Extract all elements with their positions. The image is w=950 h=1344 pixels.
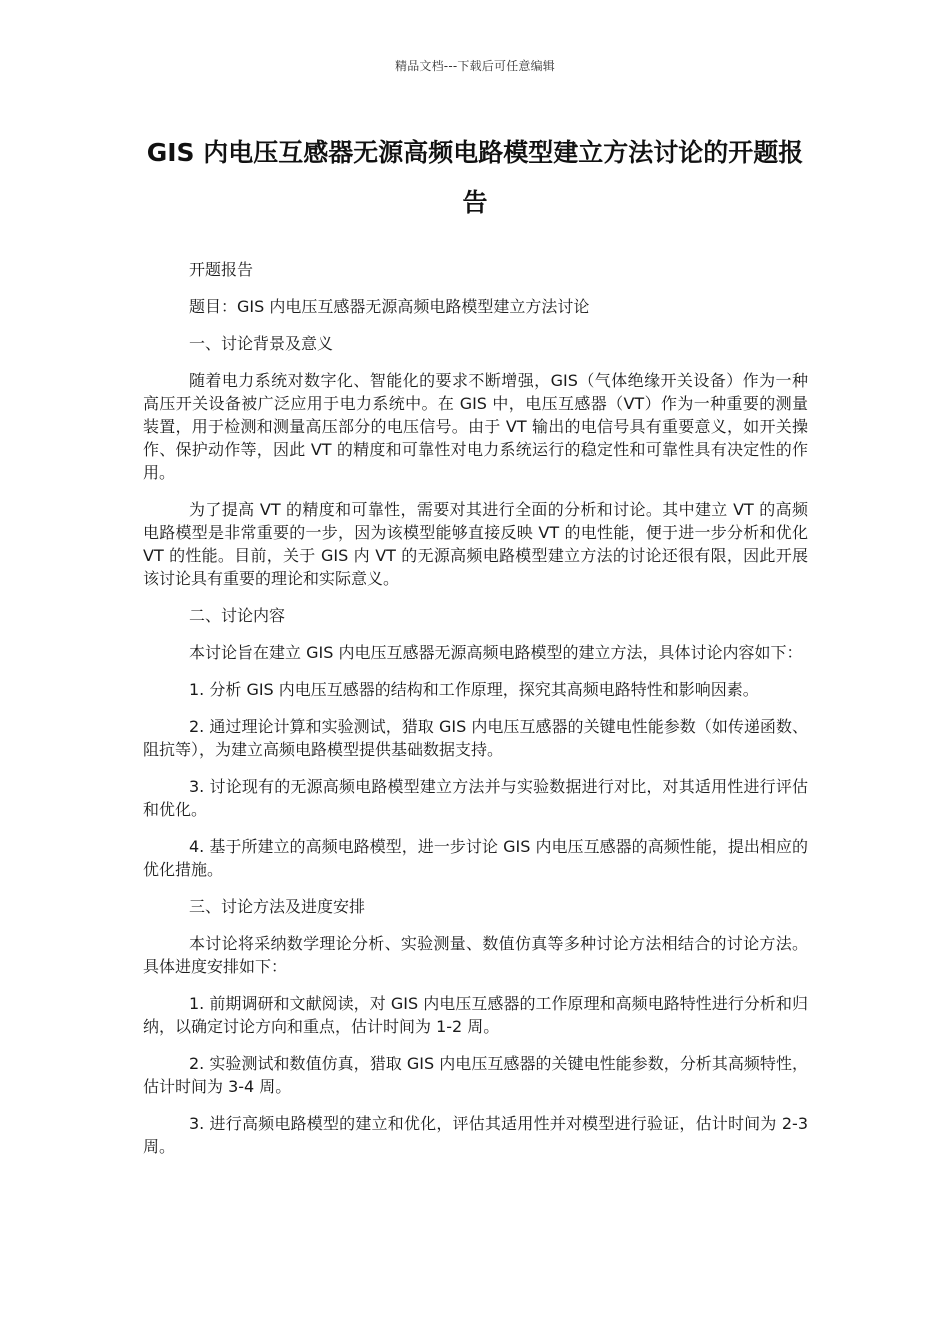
document-body — [143, 258, 808, 1172]
paragraph-content-intro: 本讨论旨在建立 GIS 内电压互感器无源高频电路模型的建立方法，具体讨论内容如下： — [189, 643, 803, 662]
paragraph-background-1: 随着电力系统对数字化、智能化的要求不断增强，GIS（气体绝缘开关设备）作为一种高压开关设备被广泛应用于电力系统中。在 GIS 中，电压互感器（VT）作为一种重要的测量装置，用于检测和测量高压部分的电压信号。由于 VT 输出的电信号具有重要意义，如开关操作、保护动作等，因此 VT 的精度和可靠性对电力系统运行的稳定性和可靠性具有决定性的作用。 — [143, 371, 808, 482]
content-item-2: 2. 通过理论计算和实验测试，猎取 GIS 内电压互感器的关键电性能参数（如传递函数、阻抗等），为建立高频电路模型提供基础数据支持。 — [143, 717, 808, 759]
topic-line: 题目：GIS 内电压互感器无源高频电路模型建立方法讨论 — [189, 297, 590, 316]
schedule-item-2: 2. 实验测试和数值仿真，猎取 GIS 内电压互感器的关键电性能参数，分析其高频特性，估计时间为 3-4 周。 — [143, 1054, 808, 1096]
schedule-item-3: 3. 进行高频电路模型的建立和优化，评估其适用性并对模型进行验证，估计时间为 2-3 周。 — [143, 1114, 808, 1156]
document-title: GIS 内电压互感器无源高频电路模型建立方法讨论的开题报告 — [146, 138, 804, 217]
schedule-item-1: 1. 前期调研和文献阅读，对 GIS 内电压互感器的工作原理和高频电路特性进行分析和归纳，以确定讨论方向和重点，估计时间为 1-2 周。 — [143, 994, 808, 1036]
content-item-4: 4. 基于所建立的高频电路模型，进一步讨论 GIS 内电压互感器的高频性能，提出相应的优化措施。 — [143, 837, 808, 879]
section-heading-method: 三、讨论方法及进度安排 — [189, 897, 366, 916]
paragraph-method-intro: 本讨论将采纳数学理论分析、实验测量、数值仿真等多种讨论方法相结合的讨论方法。具体进度安排如下： — [143, 934, 808, 976]
section-heading-content: 二、讨论内容 — [189, 606, 286, 625]
header-note: 精品文档---下载后可任意编辑 — [395, 59, 555, 73]
content-item-1: 1. 分析 GIS 内电压互感器的结构和工作原理，探究其高频电路特性和影响因素。 — [189, 680, 759, 699]
paragraph-background-2: 为了提高 VT 的精度和可靠性，需要对其进行全面的分析和讨论。其中建立 VT 的高频电路模型是非常重要的一步，因为该模型能够直接反映 VT 的电性能，便于进一步分析和优化 VT 的性能。目前，关于 GIS 内 VT 的无源高频电路模型建立方法的讨论还很有限，因此开展该讨论具有重要的理论和实际意义。 — [143, 500, 808, 588]
section-heading-background: 一、讨论背景及意义 — [189, 334, 334, 353]
report-label: 开题报告 — [189, 260, 254, 279]
content-item-3: 3. 讨论现有的无源高频电路模型建立方法并与实验数据进行对比，对其适用性进行评估和优化。 — [143, 777, 808, 819]
